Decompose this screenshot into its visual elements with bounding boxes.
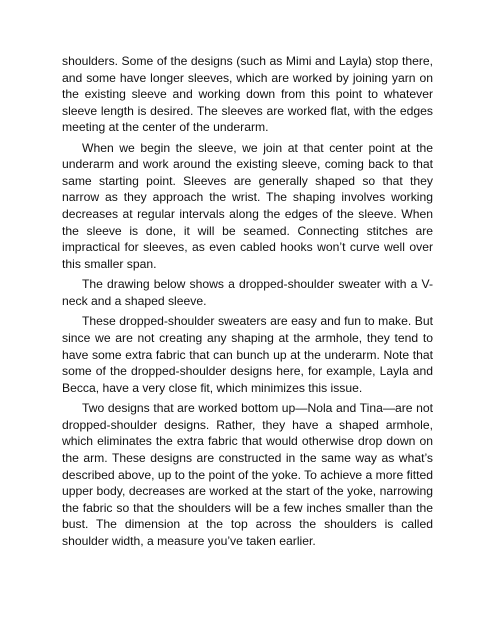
document-page — [62, 53, 433, 553]
paragraph-sleeve-shaping: When we begin the sleeve, we join at that center point at the underarm and work around the existing sleeve, coming back to that same starting point. Sleeves are generally shaped so that they narrow as they approach the wrist. The shaping involves working decreases at regular intervals along the edges of the sleeve. When the sleeve is done, it will be seamed. Connecting stitches are impractical for sleeves, as even cabled hooks won’t curve well over this smaller span. — [62, 140, 433, 271]
paragraph-dropped-shoulder: These dropped-shoulder sweaters are easy and fun to make. But since we are not creating any shaping at the armhole, they tend to have some extra fabric that can bunch up at the underarm. Note that some of the dropped-shoulder designs here, for example, Layla and Becca, have a very close fit, which minimizes this issue. — [62, 314, 433, 395]
paragraph-continued: shoulders. Some of the designs (such as Mimi and Layla) stop there, and some have longer sleeves, which are worked by joining yarn on the existing sleeve and working down from this point to whatever sleeve length is desired. The sleeves are worked flat, with the edges meeting at the center of the underarm. — [62, 54, 433, 135]
paragraph-shaped-armhole: Two designs that are worked bottom up—Nola and Tina—are not dropped-shoulder designs. Rather, they have a shaped armhole, which eliminates the extra fabric that would otherwise drop down on the arm. These designs are constructed in the same way as what’s described above, up to the point of the yoke. To achieve a more fitted upper body, decreases are worked at the start of the yoke, narrowing the fabric so that the shoulders will be a few inches smaller than the bust. The dimension at the top across the shoulders is called shoulder width, a measure you’ve taken earlier. — [62, 401, 433, 548]
paragraph-drawing-reference: The drawing below shows a dropped-shoulder sweater with a V-neck and a shaped sleeve. — [62, 277, 433, 308]
